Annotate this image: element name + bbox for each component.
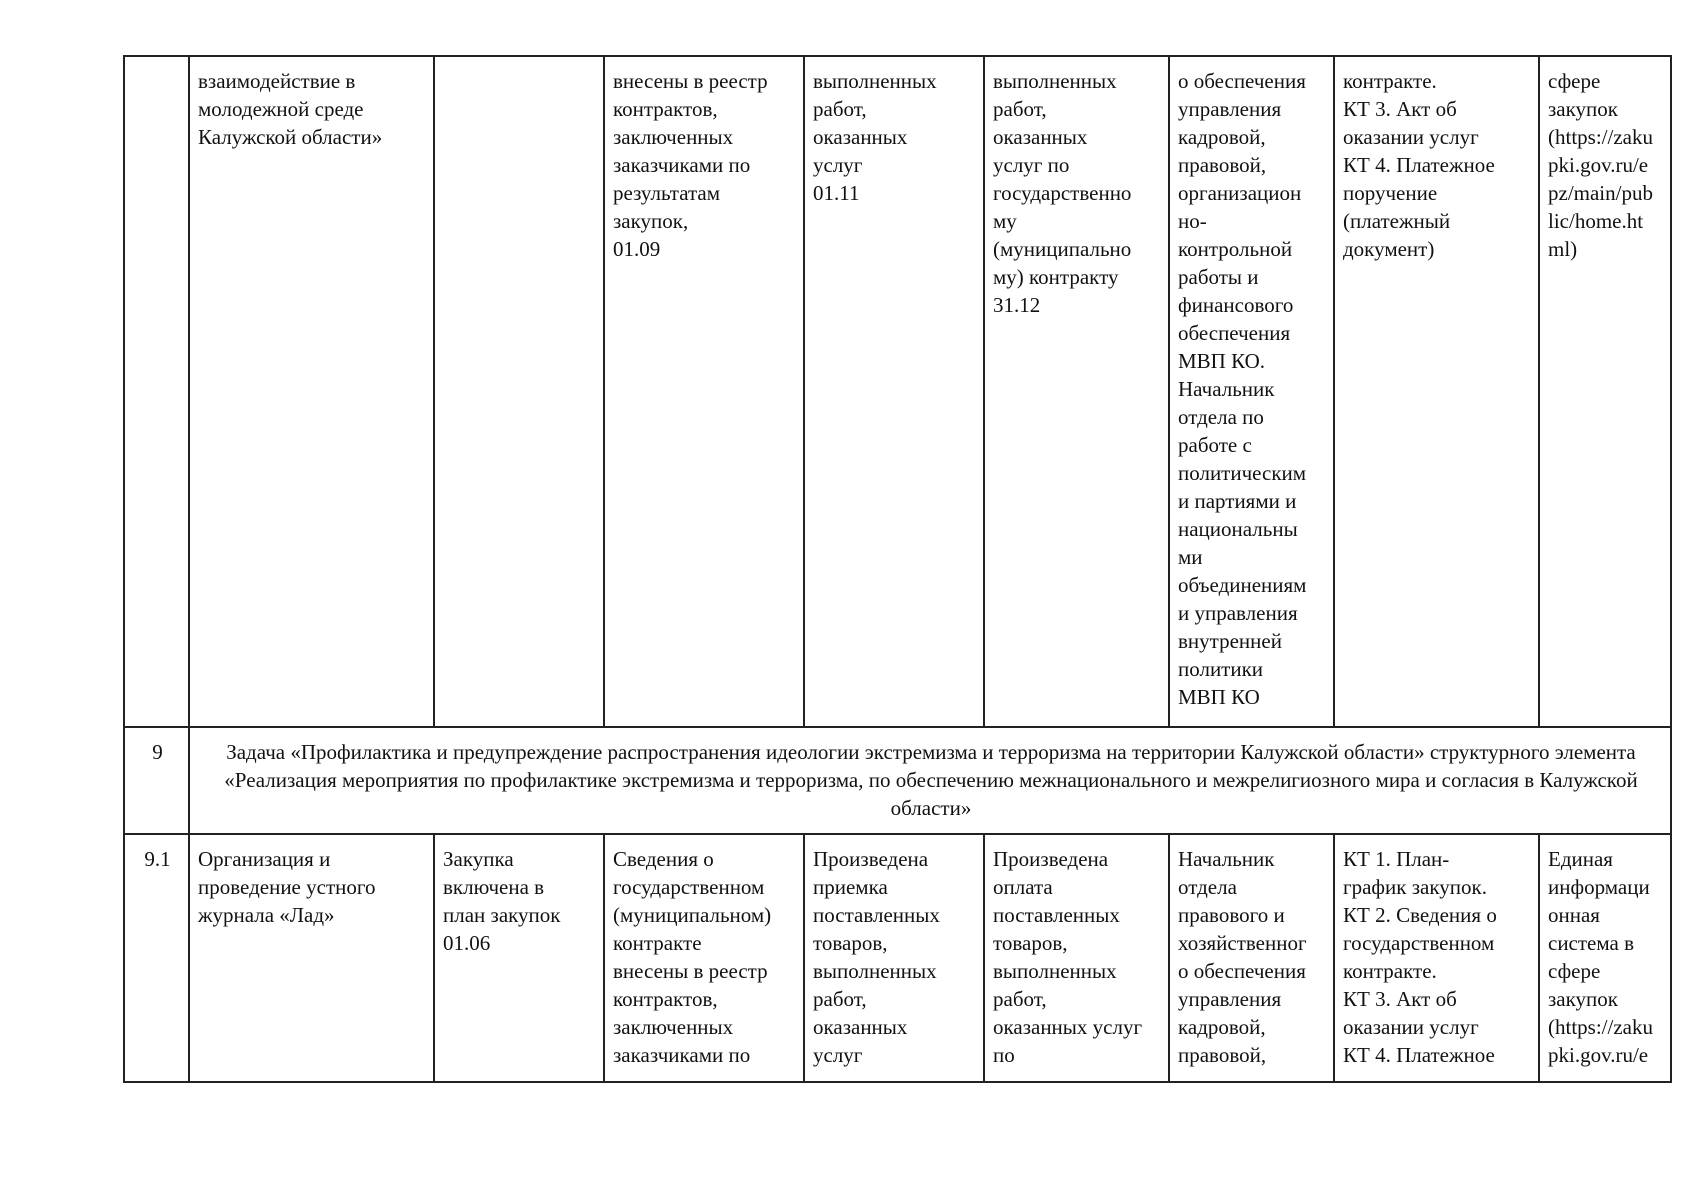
contract-register-cell: внесены в реестр контрактов, заключенных заказчиками по результатам закупок, 01.09	[604, 56, 804, 727]
responsible-cell: Начальник отдела правового и хозяйственног о обеспечения управления кадровой, правовой,	[1169, 834, 1334, 1082]
payment-cell: Произведена оплата поставленных товаров, выполненных работ, оказанных услуг по	[984, 834, 1169, 1082]
table-row-9-1	[124, 834, 1671, 1082]
control-points-cell: контракте. КТ 3. Акт об оказании услуг КТ 4. Платежное поручение (платежный документ)	[1334, 56, 1539, 727]
contract-register-cell: Сведения о государственном (муниципальном) контракте внесены в реестр контрактов, заключенных заказчиками по	[604, 834, 804, 1082]
info-system-cell: Единая информаци онная система в сфере закупок (https://zaku pki.gov.ru/e	[1539, 834, 1671, 1082]
task-row	[124, 727, 1671, 834]
info-system-cell: сфере закупок (https://zaku pki.gov.ru/e pz/main/pub lic/home.ht ml)	[1539, 56, 1671, 727]
task-number-cell: 9	[124, 727, 189, 834]
task-description-cell: Задача «Профилактика и предупреждение распространения идеологии экстремизма и терроризма на территории Калужской области» структурного элемента «Реализация мероприятия по профилактике экстремизма и терроризма, по обеспечению межнационального и межрелигиозного мира и согласия в Калужской области»	[189, 727, 1671, 834]
acceptance-cell: Произведена приемка поставленных товаров, выполненных работ, оказанных услуг	[804, 834, 984, 1082]
plan-table	[123, 55, 1672, 1083]
event-name-cell: Организация и проведение устного журнала «Лад»	[189, 834, 434, 1082]
responsible-cell: о обеспечения управления кадровой, правовой, организацион но- контрольной работы и финансового обеспечения МВП КО. Начальник отдела по работе с политическим и партиями и национальны ми объединениям и управления внутренней политики МВП КО	[1169, 56, 1334, 727]
event-cell	[434, 56, 604, 727]
row-number-cell: 9.1	[124, 834, 189, 1082]
table-row-continued	[124, 56, 1671, 727]
payment-cell: выполненных работ, оказанных услуг по государственно му (муниципально му) контракту 31.12	[984, 56, 1169, 727]
control-points-cell: КТ 1. План- график закупок. КТ 2. Сведения о государственном контракте. КТ 3. Акт об оказании услуг КТ 4. Платежное	[1334, 834, 1539, 1082]
acceptance-cell: выполненных работ, оказанных услуг 01.11	[804, 56, 984, 727]
event-name-cell: взаимодействие в молодежной среде Калужской области»	[189, 56, 434, 727]
event-cell: Закупка включена в план закупок 01.06	[434, 834, 604, 1082]
row-number-cell	[124, 56, 189, 727]
